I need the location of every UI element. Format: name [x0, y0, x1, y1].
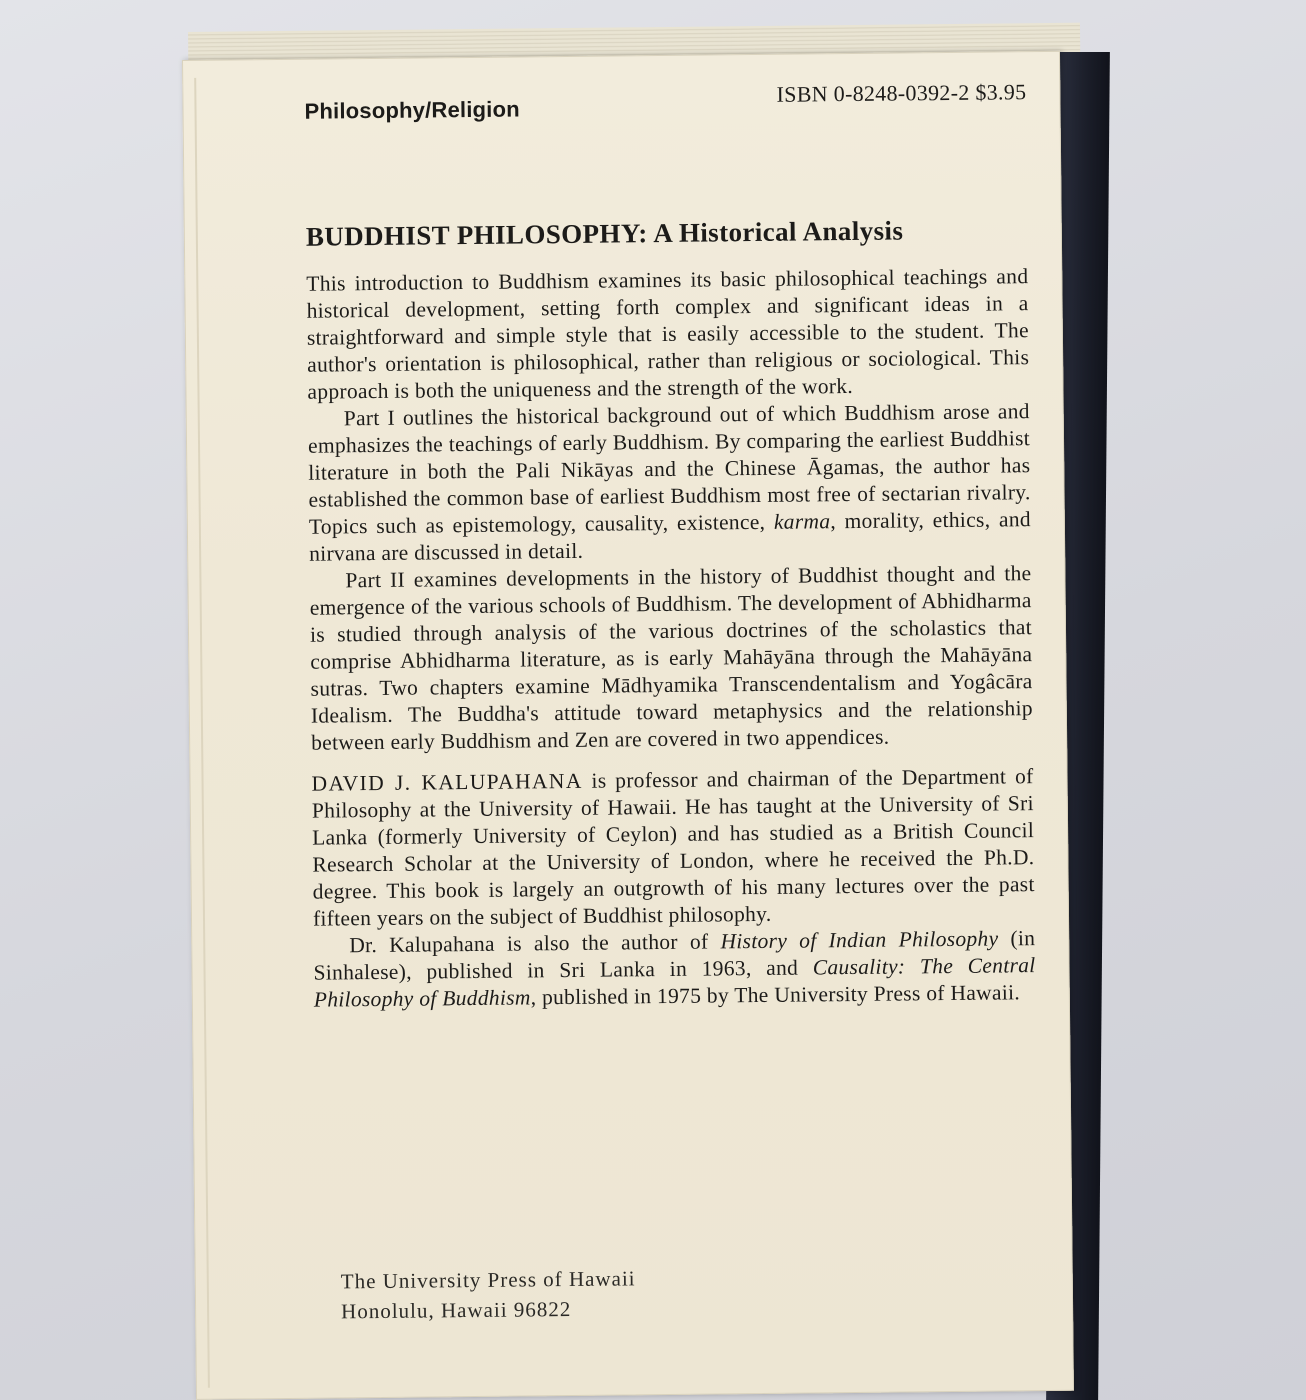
- book-title-sub: : A Historical Analysis: [638, 215, 904, 249]
- author-bio: DAVID J. KALUPAHANA is professor and chairman of the Department of Philosophy at the University of Hawaii. He has taught at the University of Sri Lanka (formerly University of Ceylon) and has studied as a British Council Research Scholar at the University of London, where he received the Ph.D. degree. This book is largely an outgrowth of his many lectures over the past fifteen years on the subject of Buddhist philosophy.: [311, 764, 1035, 932]
- publisher-imprint: [341, 1263, 636, 1326]
- other-work-title-1: History of Indian Philosophy: [720, 926, 999, 954]
- cover-header: [304, 71, 1027, 139]
- book-description: [306, 264, 1036, 1015]
- karma-italic: karma: [773, 509, 831, 535]
- cover-text-block: [304, 71, 1036, 1014]
- book-title: [306, 213, 1028, 253]
- category-label: Philosophy/Religion: [304, 96, 520, 124]
- description-paragraph-1: This introduction to Buddhism examines its basic philosophical teachings and historical development, setting forth complex and significant ideas in a straightforward and simple style that is easily accessible to the student. The author's orientation is philosophical, rather than religious or sociological. This approach is both the uniqueness and the strength of the work.: [306, 264, 1030, 405]
- book-title-main: BUDDHIST PHILOSOPHY: [305, 218, 639, 252]
- cover-crease: [194, 78, 210, 1388]
- publisher-name: The University Press of Hawaii: [340, 1266, 636, 1294]
- other-work-title-2: Causality: The Central Philosophy of Buddhism: [313, 953, 1036, 1013]
- publisher-address: Honolulu, Hawaii 96822: [340, 1296, 572, 1324]
- isbn-price: ISBN 0-8248-0392-2 $3.95: [776, 79, 1027, 107]
- book-back-cover: [182, 51, 1074, 1400]
- author-other-works: Dr. Kalupahana is also the author of History of Indian Philosophy (in Sinhalese), published in Sri Lanka in 1963, and Causality: The Central Philosophy of Buddhism, published in 1975 by The University Press of Hawaii.: [313, 926, 1036, 1013]
- description-paragraph-3: Part II examines developments in the history of Buddhist thought and the emergence of the various schools of Buddhism. The development of Abhidharma is studied through analysis of the various doctrines of the scholastics that comprise Abhidharma literature, as is early Mahāyāna through the Mahāyāna sutras. Two chapters examine Mādhyamika Transcendentalism and Yogâcāra Idealism. The Buddha's attitude toward metaphysics and the relationship between early Buddhism and Zen are covered in two appendices.: [309, 561, 1033, 756]
- author-name: DAVID J. KALUPAHANA: [311, 769, 583, 797]
- description-paragraph-2: Part I outlines the historical background out of which Buddhism arose and emphasizes the teachings of early Buddhism. By comparing the earliest Buddhist literature in both the Pali Nikāyas and the Chinese Āgamas, the author has established the common base of earliest Buddhism most free of sectarian rivalry. Topics such as epistemology, causality, existence, karma, morality, ethics, and nirvana are discussed in detail.: [307, 399, 1031, 567]
